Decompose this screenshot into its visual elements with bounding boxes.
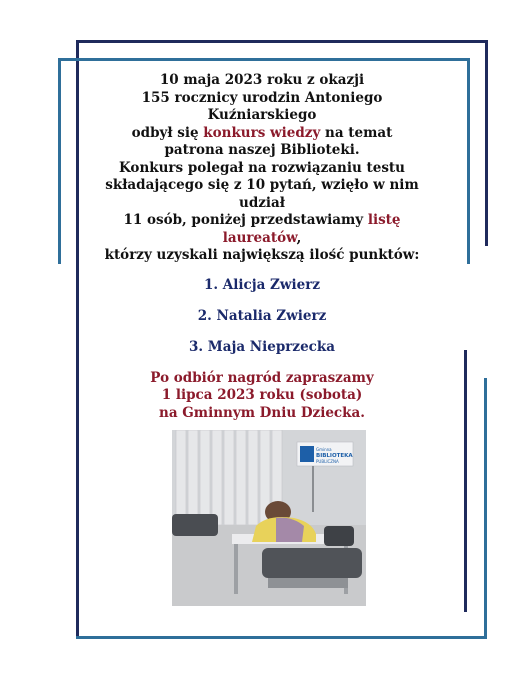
frame-right-teal-lower: [484, 378, 487, 636]
frame-right-navy: [485, 40, 488, 246]
intro-line-4: patrona naszej Biblioteki.: [164, 142, 360, 158]
announcement: [92, 72, 432, 422]
banner-sub-text: PUBLICZNA: [316, 459, 339, 464]
intro-line-3a: odbył się: [131, 124, 204, 141]
intro-line-8: którzy uzyskali największą ilość punktów:: [104, 247, 420, 263]
intro-line-2: 155 rocznicy urodzin Antoniego Kuźniarskiego: [141, 89, 383, 123]
frame-top-teal: [58, 58, 470, 61]
highlight-liste-laureatow: listę laureatów: [222, 212, 401, 246]
intro-line-6: składającego się z 10 pytań, wzięło w nim udział: [105, 177, 419, 211]
winner-2: 2. Natalia Zwierz: [197, 307, 327, 324]
intro-line-7c: ,: [296, 229, 302, 246]
winners-list: [92, 277, 432, 356]
winner-3: 3. Maja Nieprzecka: [188, 338, 335, 355]
frame-top-navy: [76, 40, 488, 43]
highlight-konkurs-wiedzy: konkurs wiedzy: [203, 124, 321, 141]
intro-line-7a: 11 osób, poniżej przedstawiamy: [123, 212, 368, 228]
frame-right-navy-lower: [464, 350, 467, 612]
invite-line-3: na Gminnym Dniu Dziecka.: [159, 404, 365, 421]
intro-line-3c: na temat: [320, 124, 393, 141]
intro-line-5: Konkurs polegał na rozwiązaniu testu: [119, 159, 405, 176]
invitation: [92, 370, 432, 423]
invite-line-1: Po odbiór nagród zapraszamy: [150, 369, 374, 386]
invite-line-2: 1 lipca 2023 roku (sobota): [161, 387, 363, 403]
winner-1: 1. Alicja Zwierz: [203, 276, 321, 293]
intro-line-1: 10 maja 2023 roku z okazji: [159, 72, 365, 88]
frame-left-teal: [58, 58, 61, 264]
frame-bottom-teal: [76, 636, 487, 639]
frame-right-teal: [467, 58, 470, 264]
banner-small-text: Gminna: [316, 447, 332, 452]
frame-left-navy: [76, 40, 79, 638]
banner-text: BIBLIOTEKA: [316, 453, 353, 459]
contest-photo: [172, 430, 366, 606]
intro-text: [92, 72, 432, 265]
